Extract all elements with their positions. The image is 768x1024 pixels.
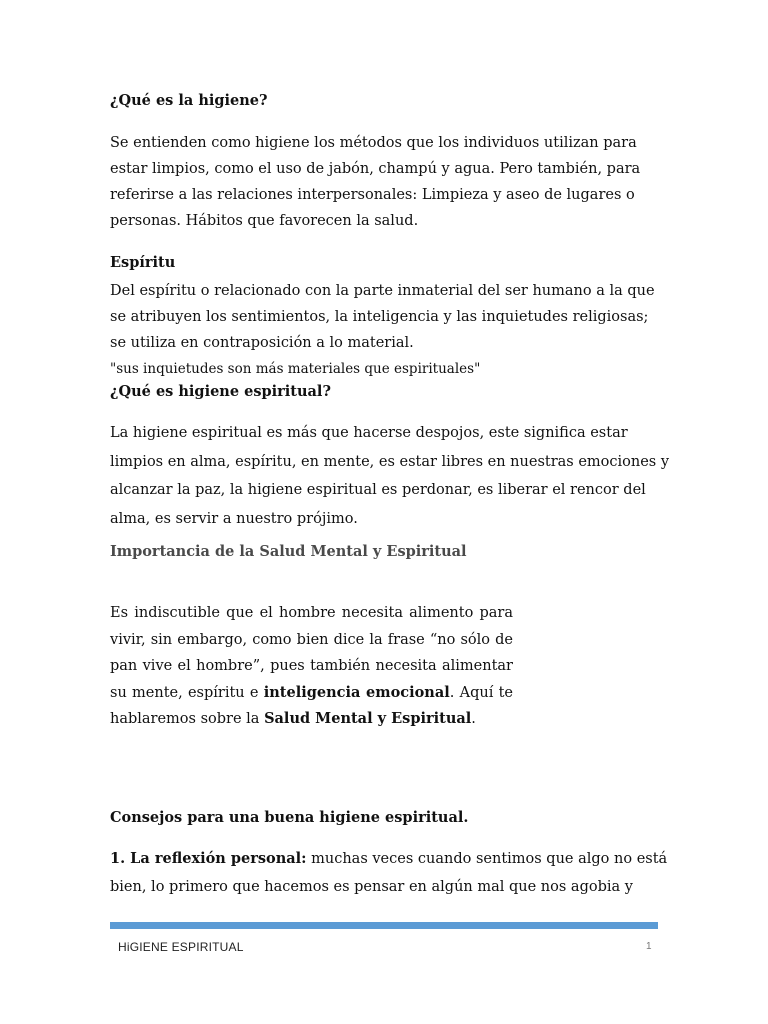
text-line: Se entienden como higiene los métodos que los individuos utilizan para xyxy=(110,135,637,151)
text-line: Del espíritu o relacionado con la parte inmaterial del ser humano a la que xyxy=(110,283,655,299)
text-line: limpios en alma, espíritu, en mente, es estar libres en nuestras emociones y xyxy=(110,453,670,470)
text-line: bien, lo primero que hacemos es pensar en algún mal que nos agobia y xyxy=(110,879,633,895)
text-segment: su mente, espíritu e xyxy=(110,684,264,701)
text-segment: hablaremos sobre la xyxy=(110,711,265,727)
text-line: se utiliza en contraposición a lo material. xyxy=(110,335,414,351)
text-line xyxy=(110,680,513,707)
text-line: se atribuyen los sentimientos, la inteligencia y las inquietudes religiosas; xyxy=(110,309,649,325)
footer-accent-bar xyxy=(110,922,658,929)
text-line: vivir, sin embargo, como bien dice la frase “no sólo de xyxy=(110,631,513,648)
bold-lead-reflexion: 1. La reflexión personal: xyxy=(110,850,307,867)
heading-que-es-higiene-espiritual: ¿Qué es higiene espiritual? xyxy=(110,383,331,400)
page-number: 1 xyxy=(646,941,652,952)
paragraph-consejos xyxy=(110,845,667,901)
text-segment: muchas veces cuando sentimos que algo no está xyxy=(306,851,668,867)
text-line: La higiene espiritual es más que hacerse despojos, este significa estar xyxy=(110,425,628,441)
text-line: personas. Hábitos que favorecen la salud. xyxy=(110,213,419,229)
heading-espiritu: Espíritu xyxy=(110,254,176,271)
heading-consejos: Consejos para una buena higiene espiritual. xyxy=(110,809,469,826)
text-segment: . Aquí te xyxy=(449,684,513,701)
text-line: pan vive el hombre”, pues también necesita alimentar xyxy=(110,658,513,674)
text-line xyxy=(110,706,513,733)
text-line: estar limpios, como el uso de jabón, champú y agua. Pero también, para xyxy=(110,161,641,177)
heading-importancia: Importancia de la Salud Mental y Espiritual xyxy=(110,543,467,560)
paragraph-espiritu xyxy=(110,278,655,382)
text-line: referirse a las relaciones interpersonales: Limpieza y aseo de lugares o xyxy=(110,187,635,203)
text-line xyxy=(110,845,667,873)
text-line: Es indiscutible que el hombre necesita alimento para xyxy=(110,605,513,621)
footer-title: HiGIENE ESPIRITUAL xyxy=(118,940,244,954)
paragraph-higiene-espiritual xyxy=(110,419,669,533)
text-line: alma, es servir a nuestro prójimo. xyxy=(110,510,358,527)
bold-term-salud-mental: Salud Mental y Espiritual xyxy=(264,710,472,727)
bold-term-inteligencia-emocional: inteligencia emocional xyxy=(263,683,450,701)
paragraph-importancia xyxy=(110,600,513,733)
text-segment: . xyxy=(471,711,476,727)
quote-line: "sus inquietudes son más materiales que espirituales" xyxy=(110,361,481,377)
text-line: alcanzar la paz, la higiene espiritual es perdonar, es liberar el rencor del xyxy=(110,482,646,498)
paragraph-higiene xyxy=(110,130,640,234)
heading-que-es-higiene: ¿Qué es la higiene? xyxy=(110,92,268,109)
